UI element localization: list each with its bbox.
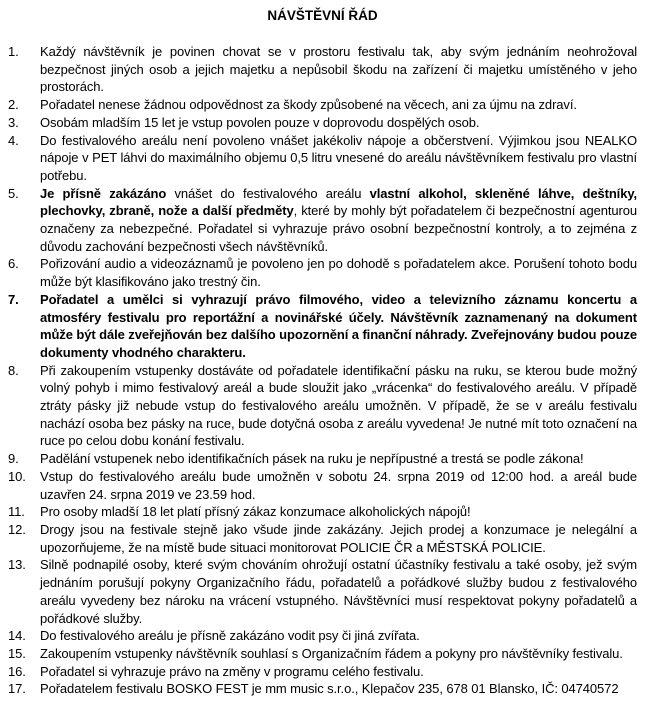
rule-number: 11. bbox=[8, 504, 25, 520]
rule-number: 14. bbox=[8, 628, 26, 644]
rule-number: 15. bbox=[8, 645, 26, 661]
rule-number: 10. bbox=[8, 468, 26, 484]
rule-text: Do festivalového areálu není povoleno vnášet jakékoliv nápoje a občerstvení. Výjimkou jsou NEALKO nápoje v PET láhvi do maximálního objemu 0,5 litru vnesené do areálu návštěvníkem festivalu pro vlastní potřebu. bbox=[40, 132, 637, 183]
rule-text: Každý návštěvník je povinen chovat se v prostoru festivalu tak, aby svým jednáním neohrožoval bezpečnost jiných osob a jejich majetku a nepůsobil škodu na zařízení či majetku umístěného v jeho prostorách. bbox=[40, 44, 637, 95]
rule-text: Pořadatel si vyhrazuje právo na změny v programu celého festivalu. bbox=[40, 663, 424, 679]
rules-list bbox=[8, 43, 637, 698]
rule-item bbox=[8, 645, 637, 663]
rule-text: Pořadatel nenese žádnou odpovědnost za škody způsobené na věcech, ani za újmu na zdraví. bbox=[40, 97, 577, 113]
rule-item bbox=[8, 468, 637, 503]
rule-text: Osobám mladším 15 let je vstup povolen pouze v doprovodu dospělých osob. bbox=[40, 114, 480, 130]
rule-item bbox=[8, 503, 637, 521]
rule-item bbox=[8, 255, 637, 290]
rule-item bbox=[8, 291, 637, 362]
rule-item bbox=[8, 680, 637, 698]
rule-text: Pořadatel a umělci si vyhrazují právo filmového, video a televizního záznamu koncertu a atmosféry festivalu pro reportážní a novinářské účely. Návštěvník zaznamenaný na dokument může být dále zveřejňován bez dalšího upozornění a finanční náhrady. Zveřejnovány budou pouze dokumenty vhodného charakteru. bbox=[40, 291, 637, 360]
rule-number: 16. bbox=[8, 663, 26, 679]
rule-text: Pro osoby mladší 18 let platí přísný zákaz konzumace alkoholických nápojů! bbox=[40, 504, 471, 520]
rule-text: Je přísně zakázáno vnášet do festivalového areálu vlastní alkohol, skleněné láhve, deštníky, plechovky, zbraně, nože a další předměty, které by mohly být pořadatelem či bezpečnostní agenturou označeny za nebezpečné. Pořadatel si vyhrazuje právo osobní bezpečnostní kontroly, a to zejména z důvodu zachování bezpečnosti všech návštěvníků. bbox=[40, 185, 638, 254]
rule-text: Zakoupením vstupenky návštěvník souhlasí s Organizačním řádem a pokyny pro návštěvníky festivalu. bbox=[40, 645, 623, 661]
rule-number: 9. bbox=[8, 451, 19, 467]
rule-number: 6. bbox=[8, 256, 19, 272]
rule-item bbox=[8, 627, 637, 645]
rule-number: 12. bbox=[8, 521, 26, 537]
rule-number: 17. bbox=[8, 681, 26, 697]
rule-text: Padělání vstupenek nebo identifikačních pásek na ruku je nepřípustné a trestá se podle zákona! bbox=[40, 451, 584, 467]
rule-item bbox=[8, 132, 637, 185]
rule-item bbox=[8, 362, 637, 451]
document-title: NÁVŠTĚVNÍ ŘÁD bbox=[267, 8, 378, 23]
rule-item bbox=[8, 663, 637, 681]
rule-number: 1. bbox=[8, 44, 19, 59]
rule-number: 5. bbox=[8, 185, 19, 201]
rule-number: 2. bbox=[8, 97, 19, 113]
rule-item bbox=[8, 521, 637, 556]
rule-text: Vstup do festivalového areálu bude umožněn v sobotu 24. srpna 2019 od 12:00 hod. a areál bude uzavřen 24. srpna 2019 ve 23.59 hod. bbox=[40, 468, 637, 502]
rule-text: Silně podnapilé osoby, které svým chováním ohrožují ostatní účastníky festivalu a také osoby, jež svým jednáním porušují pokyny Organizačního řádu, pořadatelů a pořádkové služby budou z festivalového areálu vyvedeny bez nároku na vrácení vstupného. Návštěvníci musí respektovat pokyny pořadatelů a pořádkové služby. bbox=[40, 557, 637, 626]
rule-item bbox=[8, 96, 637, 114]
rule-text: Pořizování audio a videozáznamů je povoleno jen po dohodě s pořadatelem akce. Porušení tohoto bodu může být klasifikováno jako trestný čin. bbox=[40, 256, 637, 290]
rule-item bbox=[8, 556, 637, 627]
rule-item bbox=[8, 450, 637, 468]
rule-item bbox=[8, 43, 637, 96]
rule-number: 4. bbox=[8, 132, 19, 148]
rule-item bbox=[8, 185, 637, 256]
rule-text: Pořadatelem festivalu BOSKO FEST je mm music s.r.o., Klepačov 235, 678 01 Blansko, IČ: 04740572 bbox=[40, 681, 619, 697]
rule-text: Při zakoupením vstupenky dostáváte od pořadatele identifikační pásku na ruku, se kterou bude možný volný pohyb i mimo festivalový areál a bude sloužit jako „vrácenka“ do festivalového areálu. V případě ztráty pásky již nebude vstup do festivalového areálu umožněn. V případě, že se v areálu festivalu nachází osoba bez pásky na ruce, bude dotyčná osoba z areálu vyvedena! Je nutné mít toto označení na ruce po celou dobu konání festivalu. bbox=[40, 362, 637, 449]
rule-number: 7. bbox=[8, 291, 19, 307]
rule-text: Do festivalového areálu je přísně zakázáno vodit psy či jiná zvířata. bbox=[40, 628, 420, 644]
rule-text: Drogy jsou na festivale stejně jako všude jinde zakázány. Jejich prodej a konzumace je nelegální a upozorňujeme, že na místě bude situaci monitorovat POLICIE ČR a MĚSTSKÁ POLICIE. bbox=[40, 521, 637, 555]
rule-number: 13. bbox=[8, 557, 26, 573]
rule-item bbox=[8, 114, 637, 132]
rule-number: 8. bbox=[8, 362, 19, 378]
rule-number: 3. bbox=[8, 114, 19, 130]
